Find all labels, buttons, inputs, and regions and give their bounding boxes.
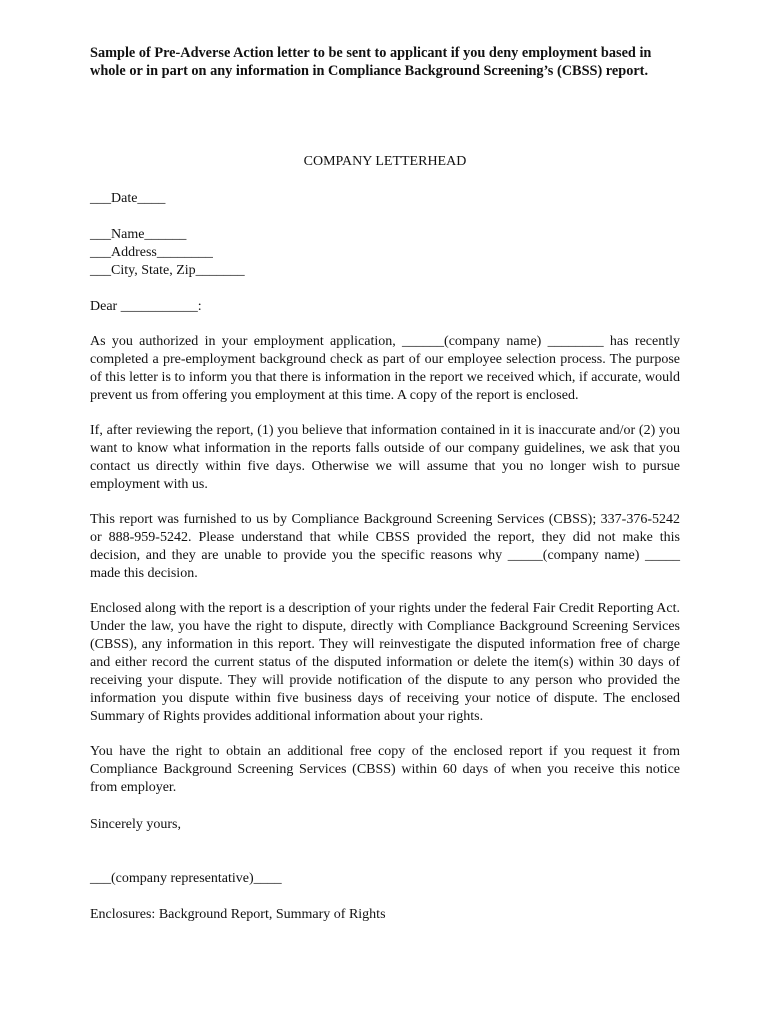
body-paragraph-free-copy: You have the right to obtain an additional free copy of the enclosed report if you request it from Compliance Background Screening Services (CBSS) within 60 days of when you receive this notice from employer. (90, 744, 680, 795)
address-name-line: ___Name______ (90, 227, 187, 242)
address-block (90, 226, 680, 280)
body-paragraph-authorization: As you authorized in your employment application, ______(company name) ________ has recently completed a pre-employment background check as part of our employee selection process. The purpose of this letter is to inform you that there is information in the report we received which, if accurate, would prevent us from offering you employment at this time. A copy of the report is enclosed. (90, 334, 680, 403)
enclosures-line: Enclosures: Background Report, Summary of Rights (90, 907, 386, 922)
body-paragraph-rights: Enclosed along with the report is a description of your rights under the federal Fair Credit Reporting Act. Under the law, you have the right to dispute, directly with Compliance Background Screening Services (CBSS), any information in this report. They will reinvestigate the disputed information free of charge and either record the current status of the disputed information or delete the item(s) within 30 days of receiving your dispute. They will provide notification of the dispute to any person who provided the information you dispute within five business days of receiving your notice of dispute. The enclosed Summary of Rights provides additional information about your rights. (90, 601, 680, 724)
salutation: Dear ___________: (90, 299, 202, 314)
body-paragraph-review: If, after reviewing the report, (1) you believe that information contained in it is inaccurate and/or (2) you want to know what information in the reports falls outside of our company guidelines, we ask that you contact us directly within five days. Otherwise we will assume that you no longer wish to pursue employment with us. (90, 423, 680, 492)
signoff: Sincerely yours, (90, 817, 181, 832)
address-city-line: ___City, State, Zip_______ (90, 263, 245, 278)
date-line: ___Date____ (90, 191, 166, 206)
address-street-line: ___Address________ (90, 245, 213, 260)
letter-page (90, 44, 680, 924)
body-paragraph-report-source: This report was furnished to us by Compliance Background Screening Services (CBSS); 337-376-5242 or 888-959-5242. Please understand that while CBSS provided the report, they did not make this decision, and they are unable to provide you the specific reasons why _____(company name) _____ made this decision. (90, 512, 680, 581)
company-letterhead: COMPANY LETTERHEAD (303, 154, 467, 169)
document-heading: Sample of Pre-Adverse Action letter to be sent to applicant if you deny employment based in whole or in part on any information in Compliance Background Screening’s (CBSS) report. (90, 45, 652, 79)
company-representative-line: ___(company representative)____ (90, 871, 282, 886)
